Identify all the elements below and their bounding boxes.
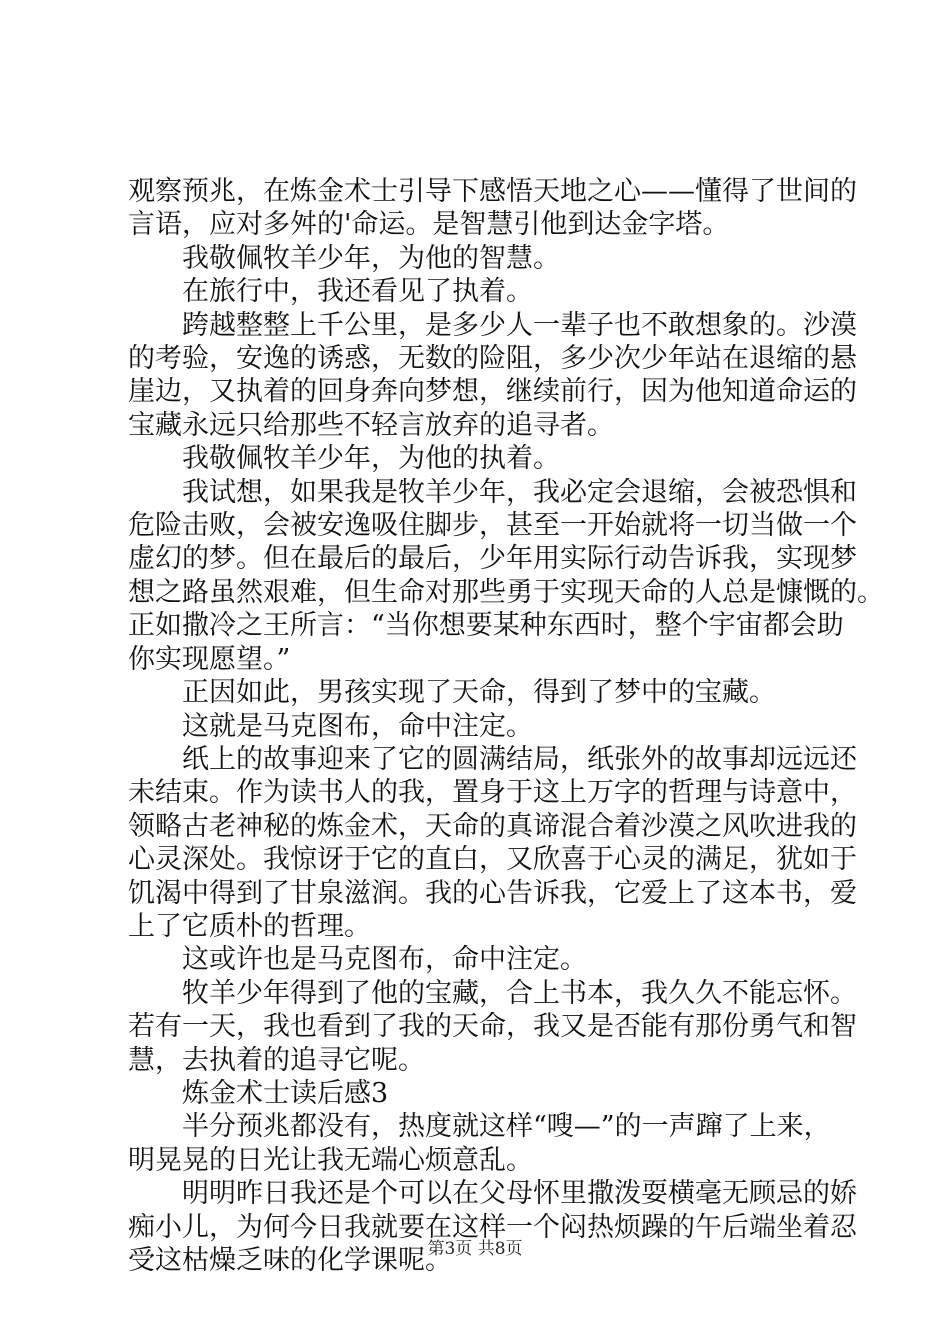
- text-line: 受这枯燥乏味的化学课呢。: [128, 1245, 452, 1276]
- text-line: 炼金术士读后感3: [128, 1077, 389, 1109]
- document-body: [128, 175, 884, 1277]
- text-line: 慧，去执着的追寻它呢。: [128, 1044, 425, 1076]
- text-line: 正如撒冷之王所言：“当你想要某种东西时，整个宇宙都会助: [128, 610, 844, 642]
- text-line: 若有一天，我也看到了我的天命，我又是否能有那份勇气和智: [128, 1011, 857, 1043]
- text-line: 我试想，如果我是牧羊少年，我必定会退缩，会被恐惧和: [128, 476, 857, 508]
- text-line: 未结束。作为读书人的我，置身于这上万字的哲理与诗意中，: [128, 777, 857, 809]
- text-line: 我敬佩牧羊少年，为他的执着。: [128, 443, 560, 475]
- text-line: 宝藏永远只给那些不轻言放弃的追寻者。: [128, 409, 614, 441]
- text-line: 痴小儿，为何今日我就要在这样一个闷热烦躁的午后端坐着忍: [128, 1211, 857, 1243]
- text-line: 正因如此，男孩实现了天命，得到了梦中的宝藏。: [128, 677, 776, 709]
- text-line: 明晃晃的日光让我无端心烦意乱。: [128, 1144, 533, 1176]
- text-line: 牧羊少年得到了他的宝藏，合上书本，我久久不能忘怀。: [128, 977, 857, 1009]
- text-line: 的考验，安逸的诱惑，无数的险阻，多少次少年站在退缩的悬: [128, 343, 857, 375]
- page-footer: 第3页 共8页: [427, 1239, 523, 1259]
- text-line: 你实现愿望。”: [128, 643, 291, 675]
- text-line: 我敬佩牧羊少年，为他的智慧。: [128, 242, 560, 274]
- text-line: 纸上的故事迎来了它的圆满结局，纸张外的故事却远远还: [128, 743, 857, 775]
- text-line: 明明昨日我还是个可以在父母怀里撒泼耍横毫无顾忌的娇: [128, 1178, 857, 1210]
- text-line: 虚幻的梦。但在最后的最后，少年用实际行动告诉我，实现梦: [128, 543, 857, 575]
- text-line: 言语，应对多舛的'命运。是智慧引他到达金字塔。: [128, 209, 730, 241]
- text-line: 心灵深处。我惊讶于它的直白，又欣喜于心灵的满足，犹如于: [128, 844, 857, 876]
- text-line: 想之路虽然艰难，但生命对那些勇于实现天命的人总是慷慨的。: [128, 576, 884, 608]
- text-line: 半分预兆都没有，热度就这样“嗖—”的一声蹿了上来，: [128, 1111, 831, 1143]
- text-line: 观察预兆，在炼金术士引导下感悟天地之心——懂得了世间的: [128, 176, 857, 207]
- text-line: 领略古老神秘的炼金术，天命的真谛混合着沙漠之风吹进我的: [128, 810, 857, 842]
- text-line: 这或许也是马克图布，命中注定。: [128, 944, 587, 976]
- text-line: 上了它质朴的哲理。: [128, 910, 371, 942]
- text-line: 跨越整整上千公里，是多少人一辈子也不敢想象的。沙漠: [128, 309, 857, 341]
- text-line: 崖边，又执着的回身奔向梦想，继续前行，因为他知道命运的: [128, 376, 857, 408]
- text-line: 这就是马克图布，命中注定。: [128, 710, 533, 742]
- text-line: 饥渴中得到了甘泉滋润。我的心告诉我，它爱上了这本书，爱: [128, 877, 857, 909]
- text-line: 在旅行中，我还看见了执着。: [128, 276, 533, 308]
- text-line: 危险击败，会被安逸吸住脚步，甚至一开始就将一切当做一个: [128, 510, 857, 542]
